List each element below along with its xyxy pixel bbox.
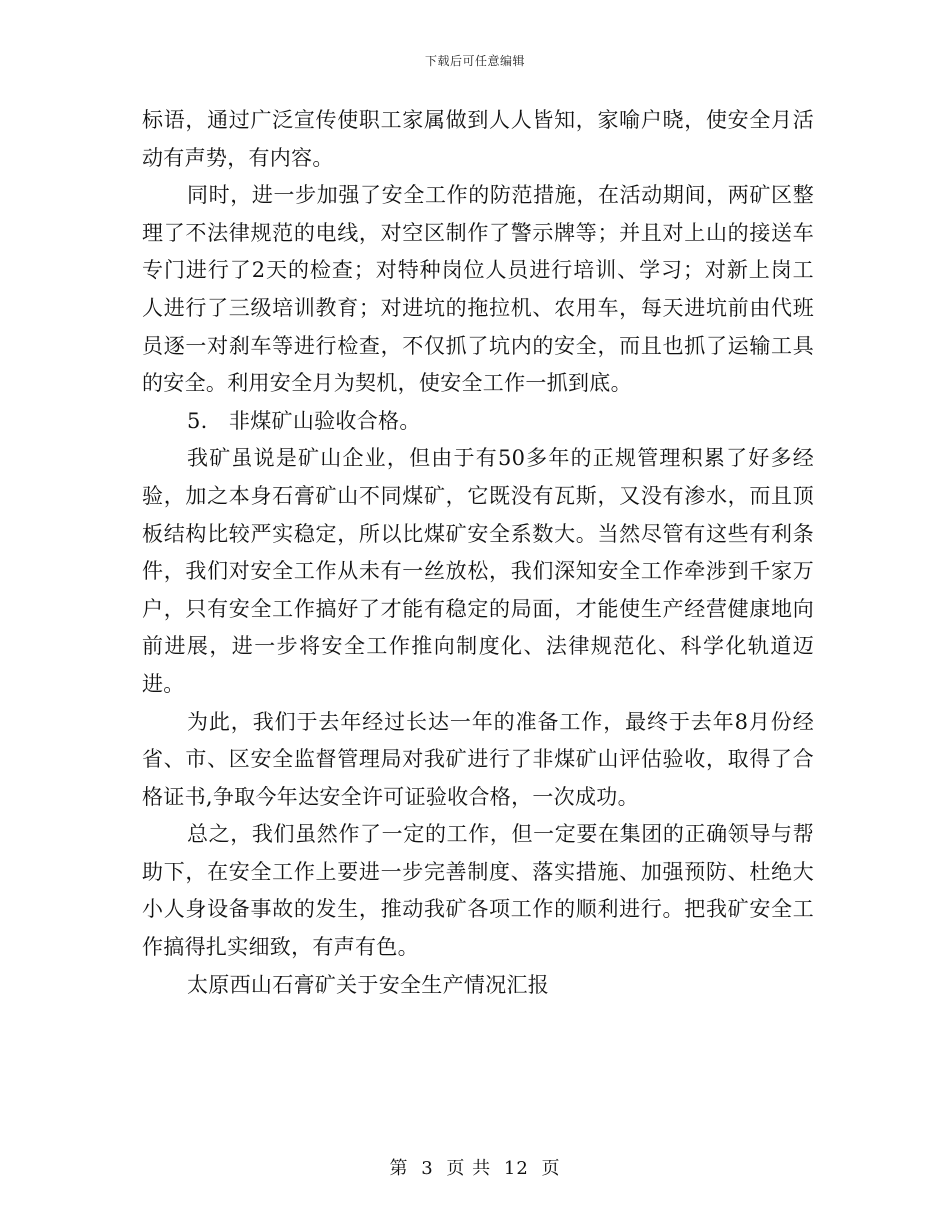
document-body bbox=[142, 102, 814, 1004]
footer-prefix: 第 bbox=[389, 1158, 409, 1179]
section-heading-5: 5. 非煤矿山验收合格。 bbox=[187, 408, 421, 433]
paragraph-4: 为此，我们于去年经过长达一年的准备工作，最终于去年8月份经省、市、区安全监督管理局对我矿进行了非煤矿山评估验收，取得了合格证书,争取今年达安全许可证验收合格，一次成功。 bbox=[142, 709, 814, 809]
paragraph-1: 标语，通过广泛宣传使职工家属做到人人皆知，家喻户晓，使安全月活动有声势，有内容。 bbox=[142, 108, 814, 170]
page-header: 下载后可任意编辑 bbox=[424, 54, 525, 68]
paragraph-3: 我矿虽说是矿山企业，但由于有50多年的正规管理积累了好多经验，加之本身石膏矿山不同煤矿，它既没有瓦斯，又没有渗水，而且顶板结构比较严实稳定，所以比煤矿安全系数大。当然尽管有这些有利条件，我们对安全工作从未有一丝放松，我们深知安全工作牵涉到千家万户，只有安全工作搞好了才能有稳定的局面，才能使生产经营健康地向前进展，进一步将安全工作推向制度化、法律规范化、科学化轨道迈进。 bbox=[142, 446, 814, 696]
footer-suffix: 页 bbox=[541, 1158, 561, 1179]
document-title-line: 太原西山石膏矿关于安全生产情况汇报 bbox=[187, 972, 550, 997]
footer-middle: 页 共 bbox=[446, 1158, 492, 1179]
paragraph-5: 总之，我们虽然作了一定的工作，但一定要在集团的正确领导与帮助下，在安全工作上要进一步完善制度、落实措施、加强预防、杜绝大小人身设备事故的发生，推动我矿各项工作的顺利进行。把我矿安全工作搞得扎实细致，有声有色。 bbox=[142, 822, 814, 960]
page-footer bbox=[0, 1154, 950, 1180]
footer-total-pages: 12 bbox=[503, 1158, 529, 1179]
footer-current-page: 3 bbox=[421, 1158, 434, 1179]
paragraph-2: 同时，进一步加强了安全工作的防范措施，在活动期间，两矿区整理了不法律规范的电线，对空区制作了警示牌等；并且对上山的接送车专门进行了2天的检查；对特种岗位人员进行培训、学习；对新上岗工人进行了三级培训教育；对进坑的拖拉机、农用车，每天进坑前由代班员逐一对刹车等进行检查，不仅抓了坑内的安全，而且也抓了运输工具的安全。利用安全月为契机，使安全工作一抓到底。 bbox=[142, 183, 814, 396]
